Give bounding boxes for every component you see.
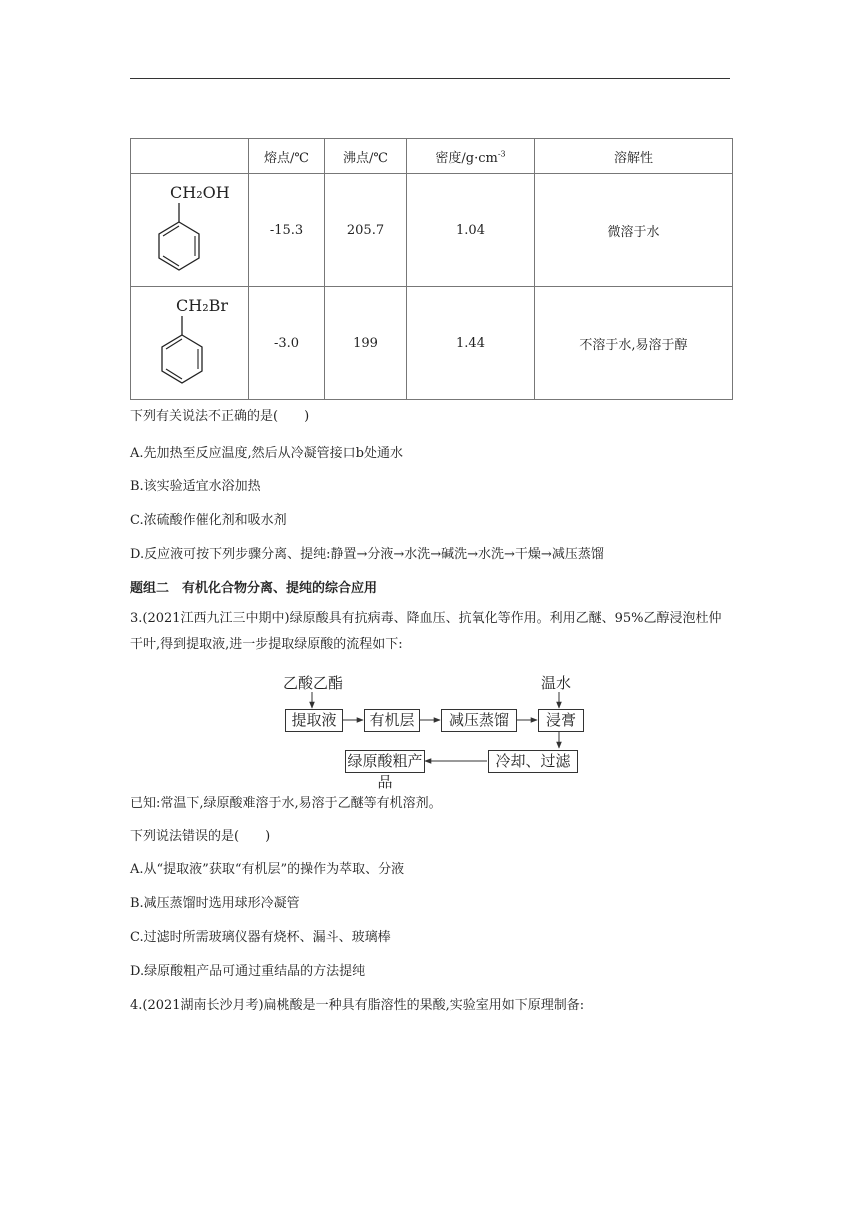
boiling-point-cell: 205.7 bbox=[325, 174, 407, 287]
q4-intro: 4.(2021湖南长沙月考)扁桃酸是一种具有脂溶性的果酸,实验室用如下原理制备: bbox=[130, 998, 585, 1013]
flow-box-vacuum-distill: 减压蒸馏 bbox=[441, 709, 517, 732]
structure-formula: CH₂Br bbox=[175, 296, 228, 315]
table-row bbox=[131, 287, 733, 400]
q3-intro: 3.(2021江西九江三中期中)绿原酸具有抗病毒、降血压、抗氧化等作用。利用乙醚、95%乙醇浸泡杜仲干叶,得到提取液,进一步提取绿原酸的流程如下: bbox=[130, 611, 722, 652]
header-density-exponent: -3 bbox=[497, 149, 506, 159]
flow-box-extract-paste: 浸膏 bbox=[538, 709, 584, 732]
structure-cell bbox=[131, 287, 249, 400]
q3-option-b: B.减压蒸馏时选用球形冷凝管 bbox=[130, 896, 300, 911]
benzyl-bromide-structure-icon bbox=[140, 291, 240, 395]
q3-option-a: A.从“提取液”获取“有机层”的操作为萃取、分液 bbox=[130, 862, 405, 877]
q3-stem: 下列说法错误的是( ) bbox=[130, 829, 271, 844]
density-cell: 1.44 bbox=[407, 287, 535, 400]
q2-option-c: C.浓硫酸作催化剂和吸水剂 bbox=[130, 513, 287, 528]
flow-box-crude-product: 绿原酸粗产品 bbox=[345, 750, 425, 773]
q3-known: 已知:常温下,绿原酸难溶于水,易溶于乙醚等有机溶剂。 bbox=[130, 796, 442, 811]
header-solubility: 溶解性 bbox=[535, 139, 733, 174]
header-density-label: 密度/g·cm bbox=[435, 150, 498, 166]
q2-option-d: D.反应液可按下列步骤分离、提纯:静置→分液→水洗→碱洗→水洗→干燥→减压蒸馏 bbox=[130, 547, 604, 562]
boiling-point-cell: 199 bbox=[325, 287, 407, 400]
flow-box-organic-layer: 有机层 bbox=[364, 709, 420, 732]
table-header-row bbox=[131, 139, 733, 174]
header-rule bbox=[130, 78, 730, 79]
melting-point-cell: -15.3 bbox=[249, 174, 325, 287]
table-row bbox=[131, 174, 733, 287]
flow-box-cool-filter: 冷却、过滤 bbox=[488, 750, 578, 773]
solubility-cell: 微溶于水 bbox=[535, 174, 733, 287]
melting-point-cell: -3.0 bbox=[249, 287, 325, 400]
q3-option-c: C.过滤时所需玻璃仪器有烧杯、漏斗、玻璃棒 bbox=[130, 930, 391, 945]
header-melting-point: 熔点/℃ bbox=[249, 139, 325, 174]
solubility-cell: 不溶于水,易溶于醇 bbox=[535, 287, 733, 400]
q2-stem: 下列有关说法不正确的是( ) bbox=[130, 409, 310, 424]
reagent-ethyl-acetate: 乙酸乙酯 bbox=[283, 674, 344, 692]
header-boiling-point: 沸点/℃ bbox=[325, 139, 407, 174]
q3-option-d: D.绿原酸粗产品可通过重结晶的方法提纯 bbox=[130, 964, 366, 979]
density-cell: 1.04 bbox=[407, 174, 535, 287]
structure-formula: CH₂OH bbox=[169, 183, 230, 202]
flow-box-extract: 提取液 bbox=[285, 709, 343, 732]
q2-option-b: B.该实验适宜水浴加热 bbox=[130, 479, 261, 494]
reagent-warm-water: 温水 bbox=[541, 674, 572, 692]
header-density bbox=[407, 139, 535, 174]
structure-cell bbox=[131, 174, 249, 287]
group-heading: 题组二 有机化合物分离、提纯的综合应用 bbox=[130, 581, 378, 596]
benzyl-alcohol-structure-icon bbox=[140, 178, 240, 282]
properties-table bbox=[130, 138, 733, 400]
header-cell-empty bbox=[131, 139, 249, 174]
q2-option-a: A.先加热至反应温度,然后从冷凝管接口b处通水 bbox=[130, 446, 403, 461]
